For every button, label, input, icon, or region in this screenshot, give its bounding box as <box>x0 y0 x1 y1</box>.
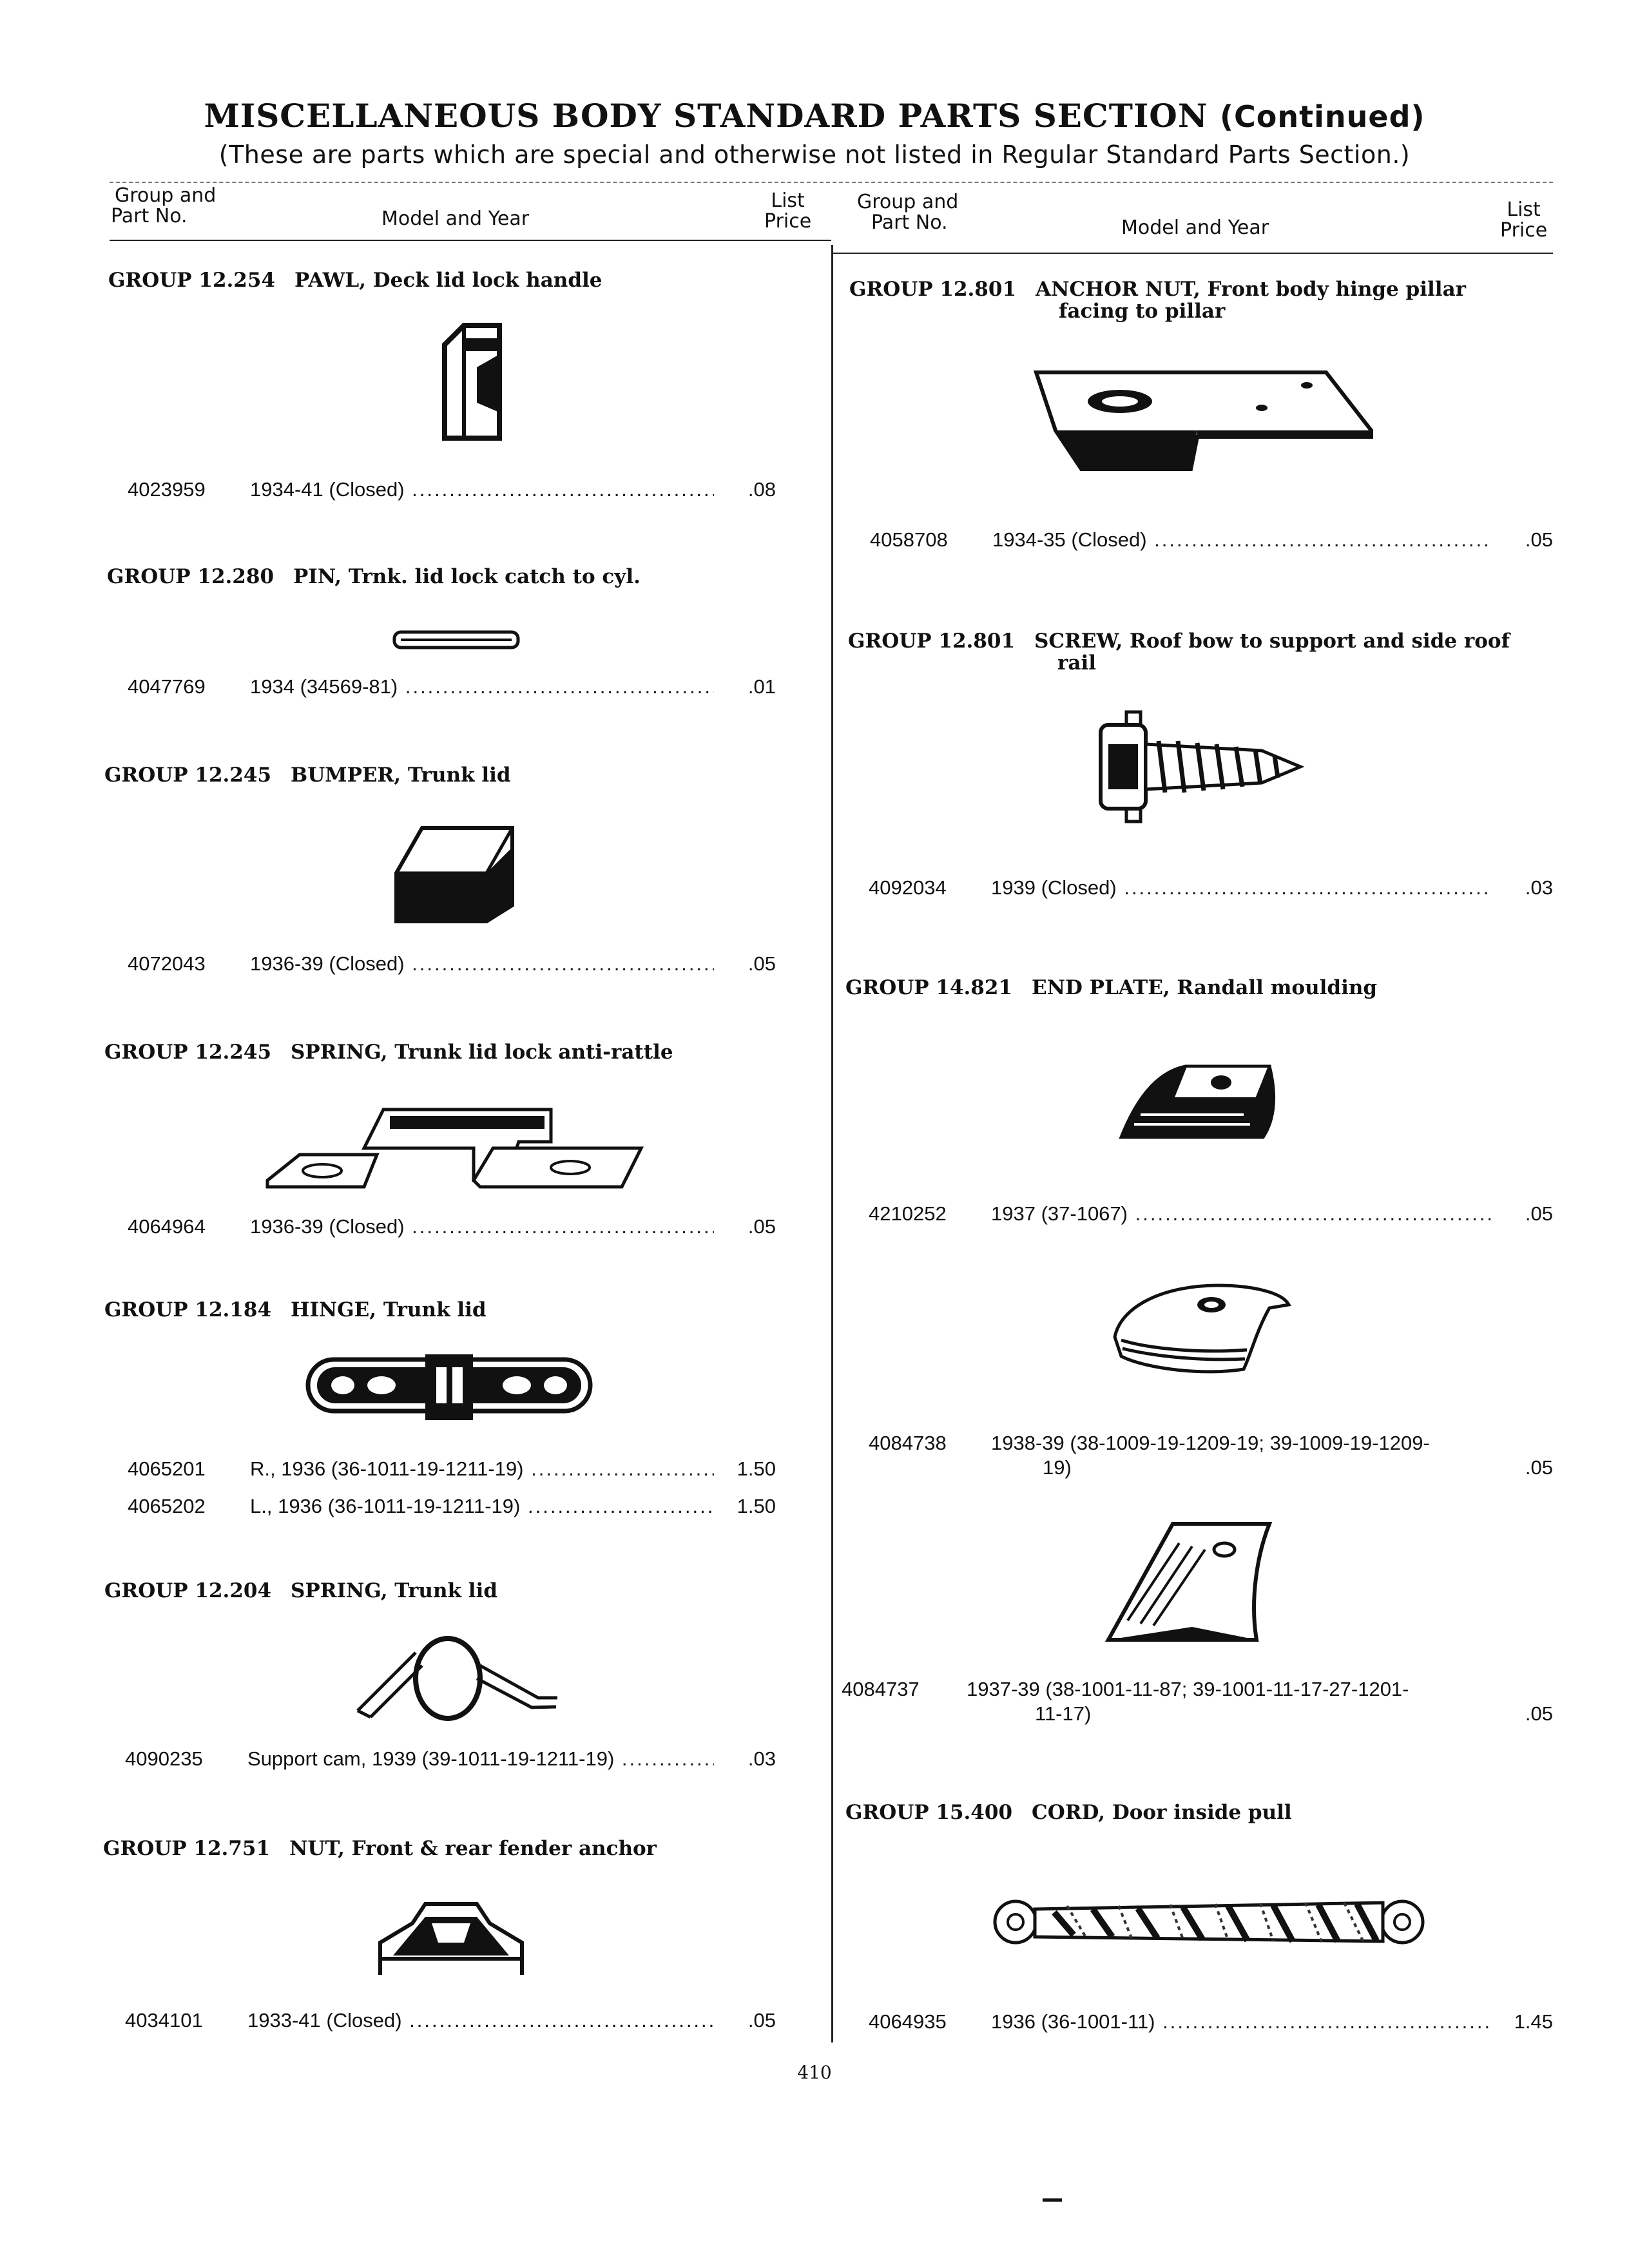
header-group-label: Group and <box>857 191 959 213</box>
part-number: 4210252 <box>869 1202 947 1225</box>
group-description-line1: SCREW, Roof bow to support and side roof <box>1034 629 1510 653</box>
part-description-line2: 19) <box>1043 1456 1072 1479</box>
part-description: 1934-35 (Closed) ..... <box>992 528 1491 552</box>
group-description <box>1034 630 1510 674</box>
group-number: GROUP 12.280 <box>107 565 275 588</box>
part-description: 1939 (Closed) ..... <box>991 876 1491 899</box>
part-price: .05 <box>1525 1456 1553 1479</box>
part-number: 4034101 <box>125 2009 203 2032</box>
group-heading <box>103 1838 657 1860</box>
fender-anchor-nut-illustration <box>374 1898 528 1981</box>
screw-illustration <box>1094 706 1307 828</box>
part-description-line1: 1937-39 (38-1001-11-87; 39-1001-11-17-27-1201- <box>967 1678 1409 1700</box>
part-price: .03 <box>1525 876 1553 899</box>
header-list-label: List <box>1507 198 1541 221</box>
group-description: CORD, Door inside pull <box>1032 1801 1292 1824</box>
part-price: .05 <box>747 952 776 975</box>
group-heading <box>849 278 1466 322</box>
part-price: .05 <box>1525 1702 1553 1725</box>
part-description: 1936-39 (Closed) ..... <box>250 1215 714 1238</box>
part-number: 4065202 <box>128 1495 206 1517</box>
part-price: .01 <box>747 675 776 698</box>
header-price-right <box>1500 200 1547 241</box>
group-description-line2: rail <box>1057 651 1097 675</box>
part-price: 1.50 <box>737 1457 776 1480</box>
part-row <box>128 1215 776 1238</box>
part-number: 4047769 <box>128 675 206 698</box>
pin-illustration <box>392 628 521 651</box>
group-number: GROUP 12.245 <box>104 764 272 787</box>
part-number: 4065201 <box>128 1457 206 1480</box>
page-mark <box>1043 2198 1062 2202</box>
part-description: Support cam, 1939 (39-1011-19-1211-19) ..... <box>247 1747 714 1771</box>
part-price: 1.50 <box>737 1495 776 1517</box>
header-group-right <box>857 192 958 233</box>
group-description: HINGE, Trunk lid <box>291 1298 487 1321</box>
group-heading <box>108 269 602 291</box>
end-plate-illustration-1 <box>1115 1060 1282 1144</box>
group-heading <box>104 1041 673 1063</box>
part-row <box>128 675 776 698</box>
part-row <box>869 1202 1553 1225</box>
header-model-left: Model and Year <box>381 207 530 230</box>
group-heading <box>104 764 511 786</box>
group-description: PAWL, Deck lid lock handle <box>294 269 602 292</box>
anti-rattle-spring-illustration <box>261 1103 648 1193</box>
header-model-right: Model and Year <box>1121 216 1269 239</box>
part-description: 1936-39 (Closed) ..... <box>250 952 714 975</box>
group-description: BUMPER, Trunk lid <box>291 764 511 787</box>
end-plate-illustration-3 <box>1102 1517 1282 1646</box>
part-row <box>125 1747 776 1771</box>
part-row <box>870 528 1553 552</box>
part-number: 4092034 <box>869 876 947 899</box>
group-number: GROUP 12.204 <box>104 1579 272 1602</box>
header-rule-right <box>831 253 1553 254</box>
group-heading <box>107 566 641 588</box>
group-description <box>1036 278 1466 322</box>
part-number: 4072043 <box>128 952 206 975</box>
end-plate-illustration-2 <box>1108 1279 1295 1376</box>
part-number: 4023959 <box>128 478 206 501</box>
part-price: .05 <box>1525 1202 1553 1225</box>
group-number: GROUP 12.751 <box>103 1837 271 1860</box>
title-main: MISCELLANEOUS BODY STANDARD PARTS SECTION <box>204 97 1208 135</box>
group-number: GROUP 12.801 <box>848 629 1016 653</box>
group-description-line1: ANCHOR NUT, Front body hinge pillar <box>1036 278 1466 301</box>
page-number: 410 <box>797 2062 832 2083</box>
part-row <box>869 876 1553 899</box>
header-group-left <box>111 184 217 227</box>
header-partno-label: Part No. <box>871 211 948 234</box>
page-title <box>0 97 1629 135</box>
part-description: 1934-41 (Closed) ..... <box>250 478 714 501</box>
group-heading <box>104 1580 497 1602</box>
part-price: .03 <box>747 1747 776 1770</box>
part-description: R., 1936 (36-1011-19-1211-19) ..... <box>250 1457 714 1481</box>
anchor-nut-illustration <box>1030 366 1378 476</box>
group-number: GROUP 14.821 <box>845 976 1013 999</box>
group-description: SPRING, Trunk lid <box>291 1579 498 1602</box>
part-row <box>128 952 776 975</box>
pawl-illustration <box>438 319 509 448</box>
group-number: GROUP 12.801 <box>849 278 1017 301</box>
trunk-lid-spring-illustration <box>351 1627 564 1724</box>
group-number: GROUP 12.254 <box>108 269 276 292</box>
group-heading <box>845 1802 1292 1823</box>
group-description-line2: facing to pillar <box>1059 300 1226 323</box>
part-number: 4058708 <box>870 528 948 551</box>
header-price-label: Price <box>1500 219 1548 242</box>
header-top-rule <box>110 182 1553 183</box>
part-description-line2: 11-17) <box>1035 1702 1092 1725</box>
part-description: 1937 (37-1067) ..... <box>991 1202 1491 1225</box>
bumper-illustration <box>390 822 519 925</box>
header-price-left <box>764 191 811 232</box>
part-row <box>128 1495 776 1518</box>
group-description: PIN, Trnk. lid lock catch to cyl. <box>293 565 641 588</box>
group-number: GROUP 15.400 <box>845 1801 1013 1824</box>
group-description: END PLATE, Randall moulding <box>1032 976 1378 999</box>
part-row <box>869 2010 1553 2033</box>
group-number: GROUP 12.245 <box>104 1041 272 1064</box>
part-price: .05 <box>1525 528 1553 551</box>
group-description: NUT, Front & rear fender anchor <box>289 1837 657 1860</box>
group-heading <box>845 977 1377 999</box>
part-price: .08 <box>747 478 776 501</box>
header-price-label: Price <box>764 210 812 233</box>
part-row <box>128 478 776 501</box>
door-pull-cord-illustration <box>990 1887 1428 1957</box>
part-description-continuation <box>1035 1702 1486 1725</box>
part-row <box>128 1457 776 1481</box>
header-partno-label: Part No. <box>111 205 188 227</box>
header-rule-left <box>110 240 831 241</box>
title-continued: (Continued) <box>1220 99 1425 134</box>
part-price: .05 <box>747 1215 776 1238</box>
part-number: 4064964 <box>128 1215 206 1238</box>
part-number: 4090235 <box>125 1747 203 1770</box>
part-row <box>125 2009 776 2032</box>
page-subtitle: (These are parts which are special and otherwise not listed in Regular Standard Parts Section.) <box>218 140 1411 169</box>
part-description-line1: 1938-39 (38-1009-19-1209-19; 39-1009-19-1209- <box>991 1432 1430 1454</box>
part-number: 4084738 <box>869 1432 947 1454</box>
part-description: 1933-41 (Closed) ..... <box>247 2009 714 2032</box>
group-description: SPRING, Trunk lid lock anti-rattle <box>291 1041 673 1064</box>
group-number: GROUP 12.184 <box>104 1298 272 1321</box>
group-heading <box>104 1299 487 1321</box>
part-price: 1.45 <box>1514 2010 1553 2033</box>
hinge-illustration <box>304 1352 594 1423</box>
part-description: 1936 (36-1001-11) ..... <box>991 2010 1491 2033</box>
group-heading <box>848 630 1510 674</box>
part-number: 4064935 <box>869 2010 947 2033</box>
part-description-continuation <box>1043 1456 1491 1479</box>
part-number: 4084737 <box>842 1678 920 1700</box>
header-group-label: Group and <box>115 184 217 207</box>
part-description: L., 1936 (36-1011-19-1211-19) ..... <box>250 1495 714 1518</box>
header-list-label: List <box>771 189 805 212</box>
part-description: 1934 (34569-81) ..... <box>250 675 714 698</box>
column-divider <box>831 245 833 2042</box>
part-price: .05 <box>747 2009 776 2032</box>
